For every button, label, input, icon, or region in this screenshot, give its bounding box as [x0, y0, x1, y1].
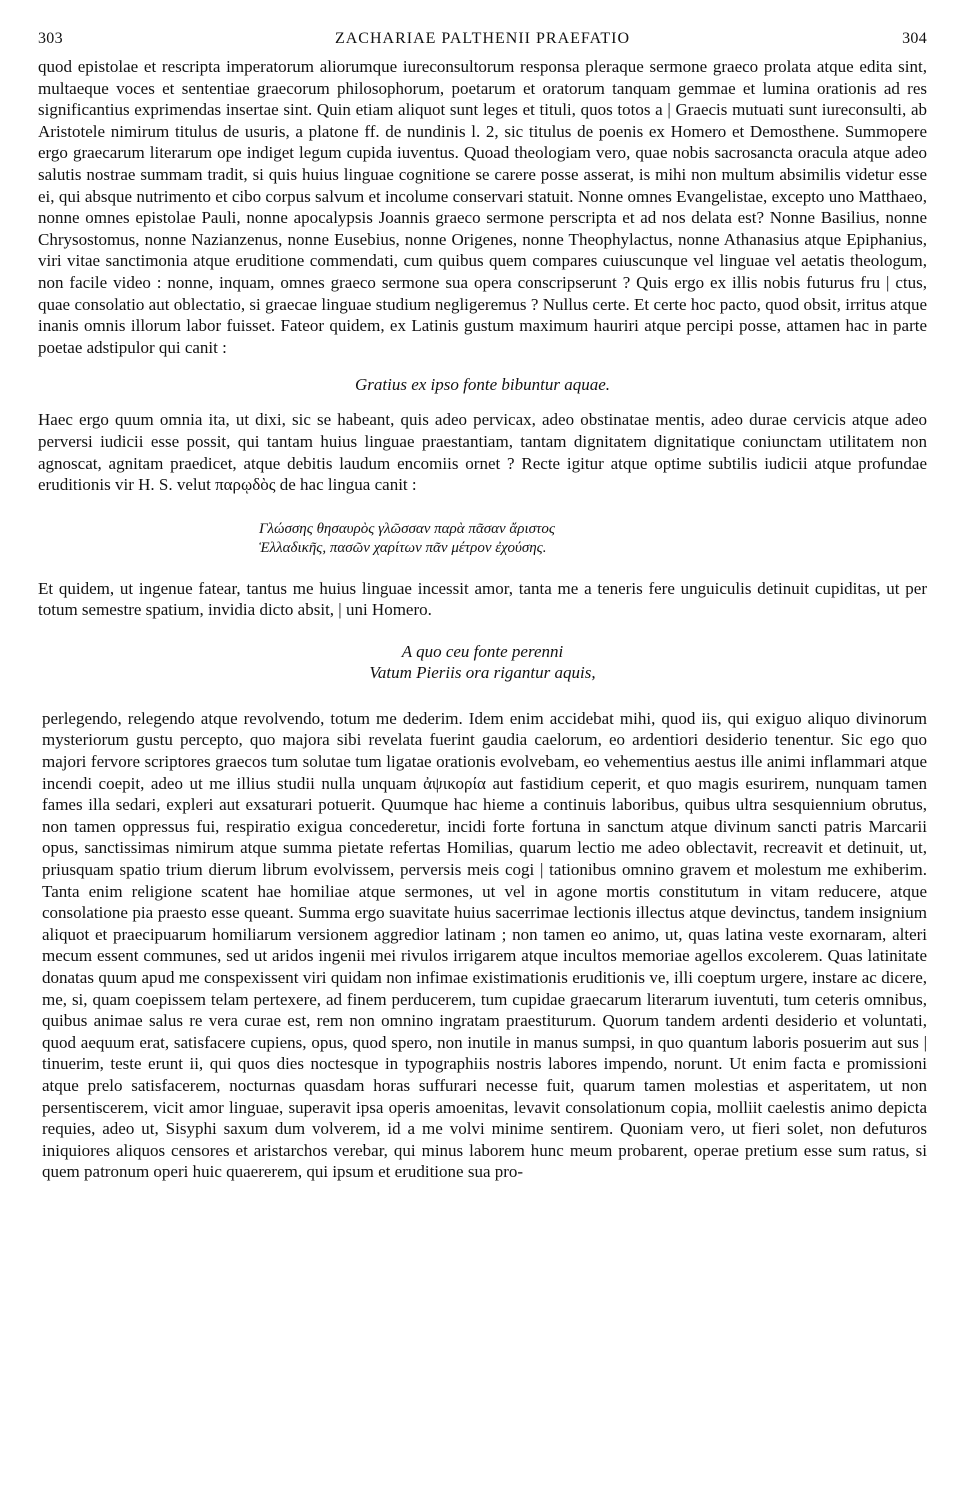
body-paragraph-4: perlegendo, relegendo atque revolvendo, totum me dederim. Idem enim accidebat mihi, quod iis, qui exiguo aliquo divinorum mysteriorum gustu percepto, quo majora sibi revelata fuerint gaudia caelorum, eo ardentiori desiderio tenentur. Sic ego quo majori fervore scriptores graecos tum solutae tum ligatae orationis evolvebam, eo vehementius aestus ille animi inflammari atque incendi coepit, adeo ut me illius studii nulla unquam ἀψικορία aut fastidium ceperit, et quo magis esurirem, nunquam tamen fames illa sedari, expleri aut exsaturari potuerit. Quumque hac hieme a continuis laboribus, quibus ultra sesquiennium obrutus, non tamen oppressus fui, respiratio exigua concederetur, incidi forte fortuna in sanctum atque divinum sancti patris Marcarii opus, sanctissimas nimirum atque summa pietate refertas Homilias, quarum lectio me adeo oblectavit, recreavit et detinuit, ut, priusquam spatio trium dierum librum evolvissem, perversis meis cogi | tationibus omnino gravem et molestum me exhiberim. Tanta enim religione scatent hae homiliae atque sermones, ut vel in agone mortis constitutum in vitam reducere, atque consolatione pia praesto esse queant. Summa ergo suavitate huius sacerrimae lectionis illectus atque devinctus, tandem insignium aliquot et praecipuarum homiliarum versionem aggredior latinam ; non tamen eo animo, ut, quas latina veste exornaram, alteri mecum essent communes, sed ut aridos ingenii mei rivulos irrigarem atque incultos memoriae agellos excolerem. Quas latinitate donatas quum apud me conspexissent viri quidam non infimae existimationis eruditionis ve, illi coeptum urgere, instare ac dicere, me, si, quam coepissem telam pertexere, ad finem perducerem, tum cupidae graecarum literarum iuventuti, tum ceteris omnibus, quibus animae salus re vera curae est, rem non omnino ingratam praestiturum. Quorum tandem ardenti desiderio et voluntati, quod aequum erat, satisfacere cupiens, opus, quod spero, non inutile in manus sumpsi, in quo quantum laboris posuerim aut sus | tinuerim, teste erunt ii, qui quos dies noctesque in typographiis nostris labores impendo, norunt. Ut enim facta e promissioni atque prelo satisfacerem, nocturnas quasdam horas suffurari necesse fuit, quarum tamen molestias et asperitatem, ut non persentiscerem, vicit amor linguae, superavit ipsa operis amoenitas, levavit consolationum copia, molliit caelestis animo depicta requies, adeo ut, Sisyphi saxum dum volverem, id a me volvi minime sentirem. Quoniam vero, ut fieri solet, non defuturos iniquiores aliquos censores et aristarchos verebar, qui minus laborem hunc meum probarent, operae pretium esse sum ratus, si quem patronum operi huic quaererem, qui ipsum et eruditione sua pro- [42, 708, 927, 1182]
greek-verse-line-1: Γλώσσης θησαυρὸς γλῶσσαν παρὰ πᾶσαν ἄριστος [259, 520, 556, 537]
body-paragraph-1: quod epistolae et rescripta imperatorum aliorumque iureconsultorum responsa pleraque sermone graeco prolata atque edita sint, multaeque voces et sententiae graecorum philosophorum, poetarum et oratorum tanquam gemmae et lumina orationis ad res significantius exprimendas insertae sint. Quin etiam aliquot sunt leges et tituli, quos totos a | Graecis mutuati sunt iureconsulti, ab Aristotele nimirum titulus de usuris, a platone ff. de nundinis l. 2, sic titulus de poenis ex Homero et Demosthene. Summopere ergo graecarum literarum ope indiget legum cupida iuventus. Quoad theologiam vero, quae nobis sacrosancta oracula atque adeo salutis nostrae summam tradit, si quis huius linguae cognitione se carere posse asserat, is mihi non multum absimilis videtur esse ei, qui absque nutrimento et cibo corpus salvum et incolume conservari statuit. Nonne omnes Evangelistae, excepto uno Matthaeo, nonne omnes epistolae Pauli, nonne apocalypsis Joannis graeco sermone perscripta et ad nos delata est? Nonne Basilius, nonne Chrysostomus, nonne Nazianzenus, nonne Eusebius, nonne Origenes, nonne Theophylactus, nonne Athanasius atque Epiphanius, viri vitae sanctimonia atque eruditione commendati, cum quibus quem compares cuiuscunque vel linguae vel aetatis theologum, non facile video : nonne, inquam, omnes graeco sermone sua opera conscripserunt ? Quis ergo ex illis nobis futurus fru | ctus, quae consolatio aut oblectatio, si graecae linguae studium negligeremus ? Nullus certe. Et certe hoc pacto, quod obsit, irritus atque inanis omnis illorum labor fuisset. Fateor quidem, ex Latinis gustum maximum hauriri atque percipi posse, attamen hac in parte poetae adstipulor qui canit : [38, 57, 927, 357]
right-page-number: 304 [902, 30, 927, 47]
body-paragraph-3: Et quidem, ut ingenue fatear, tantus me huius linguae incessit amor, tanta me a teneris fere unguiculis detinuit cupiditas, ut per totum semestre spatium, invidia dicto absit, | uni Homero. [38, 578, 927, 620]
running-title: ZACHARIAE PALTHENII PRAEFATIO [334, 30, 631, 47]
quote-gratius: Gratius ex ipso fonte bibuntur aquae. [355, 375, 610, 395]
body-paragraph-2: Haec ergo quum omnia ita, ut dixi, sic se habeant, quis adeo pervicax, adeo obstinatae mentis, adeo durae cervicis atque adeo perversi iudicii esse possit, qui tantam huius linguae praestantiam, tantam dignitatem dignitatique coniunctam utilitatem non agnoscat, agnitam praedicet, atque debitis laudum encomiis ornet ? Recte igitur atque optime subtilis iudicii atque profundae eruditionis vir H. S. velut παρῳδὸς de hac lingua canit : [38, 410, 927, 495]
greek-verse-line-2: Ἑλλαδικῆς, πασῶν χαρίτων πᾶν μέτρον ἐχούσης. [259, 539, 547, 556]
left-page-number: 303 [38, 30, 63, 47]
verse-line-1: A quo ceu fonte perenni [401, 641, 564, 661]
verse-line-2: Vatum Pieriis ora rigantur aquis, [369, 662, 596, 682]
running-header [38, 30, 927, 48]
